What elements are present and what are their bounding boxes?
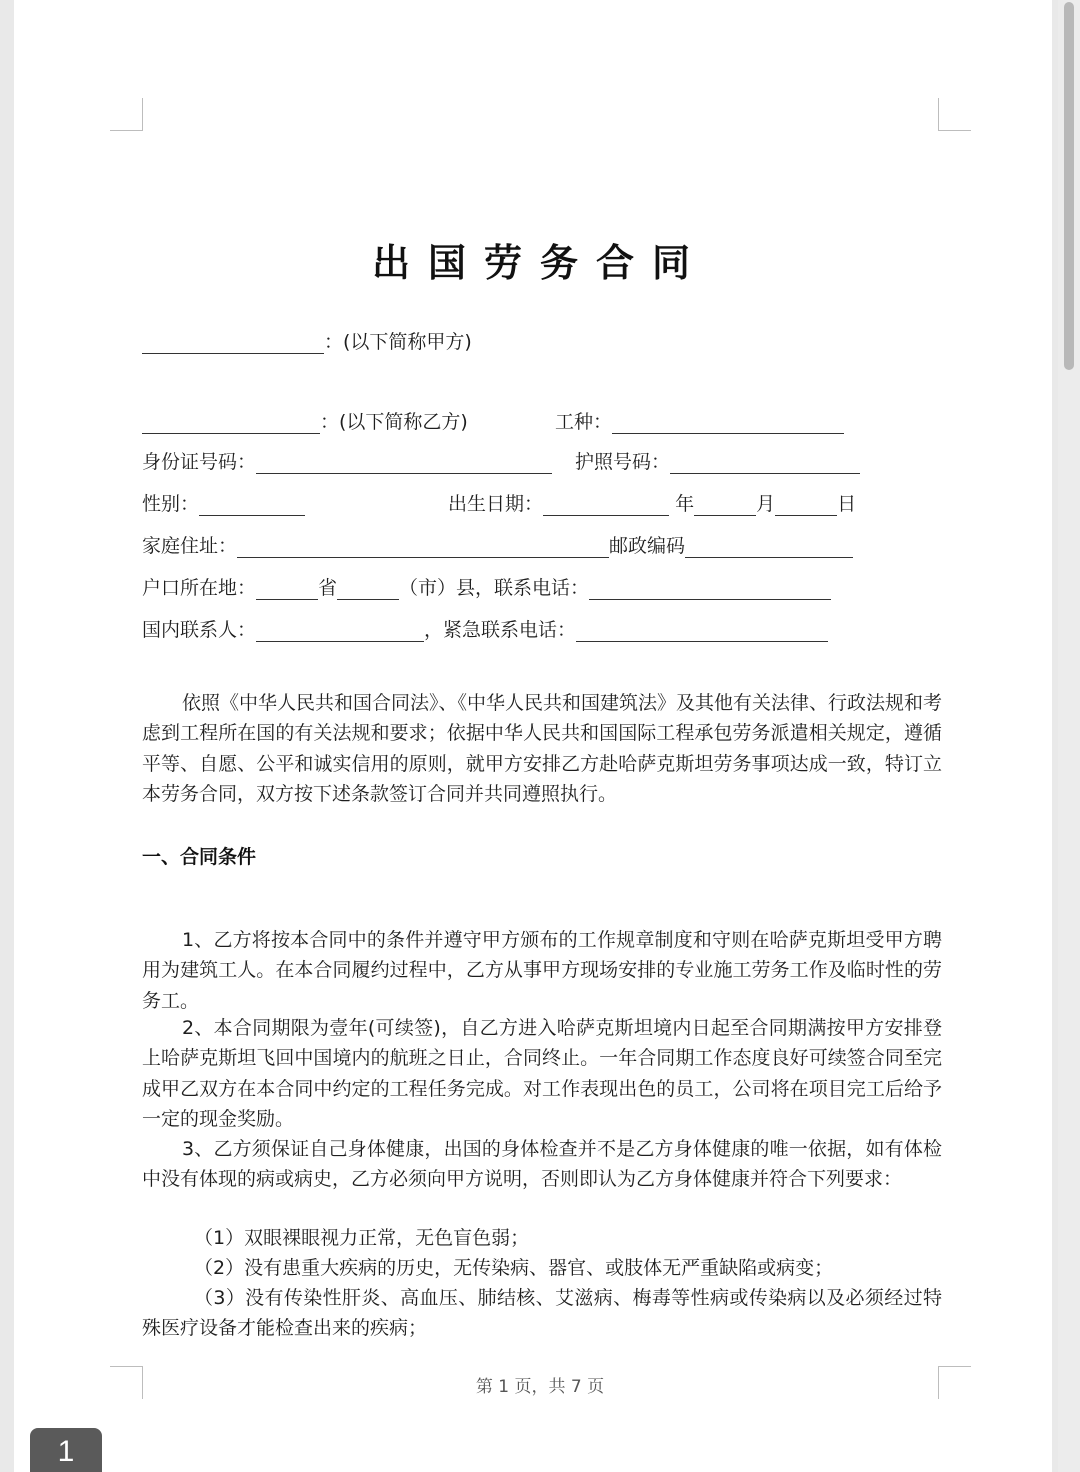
gender-field <box>142 492 305 516</box>
contact-phone-blank[interactable] <box>589 579 831 600</box>
birth-month-blank[interactable] <box>694 495 756 516</box>
section-heading: 一、合同条件 <box>142 846 257 868</box>
id-number-field <box>142 450 552 474</box>
party-a-blank[interactable] <box>142 333 324 354</box>
clause-1: 1、乙方将按本合同中的条件并遵守甲方颁布的工作规章制度和守则在哈萨克斯坦受甲方聘用为建筑工人。在本合同履约过程中，乙方从事甲方现场安排的专业施工劳务工作及临时性的劳务工。 <box>142 929 942 1012</box>
postcode-blank[interactable] <box>685 537 853 558</box>
year-label: 年 <box>675 493 695 515</box>
emergency-phone-blank[interactable] <box>576 621 828 642</box>
clause-2: 2、本合同期限为壹年(可续签)，自乙方进入哈萨克斯坦境内日起至合同期满按甲方安排登上哈萨克斯坦飞回中国境内的航班之日止，合同终止。一年合同期工作态度良好可续签合同至完成甲乙双方在本合同中约定的工程任务完成。对工作表现出色的员工，公司将在项目完工后给予一定的现金奖励。 <box>142 1017 942 1130</box>
hukou-label: 户口所在地： <box>142 577 257 599</box>
birth-day-blank[interactable] <box>775 495 837 516</box>
domestic-contact-blank[interactable] <box>256 621 424 642</box>
id-number-label: 身份证号码： <box>142 451 257 473</box>
address-blank[interactable] <box>237 537 609 558</box>
passport-blank[interactable] <box>670 453 860 474</box>
birth-year-blank[interactable] <box>543 495 669 516</box>
postcode-label: 邮政编码 <box>609 535 686 557</box>
gender-label: 性别： <box>142 493 200 515</box>
county-blank[interactable] <box>337 579 399 600</box>
preamble-paragraph: 依照《中华人民共和国合同法》、《中华人民共和国建筑法》及其他有关法律、行政法规和考虑到工程所在国的有关法规和要求；依据中华人民共和国国际工程承包劳务派遣相关规定，遵循平等、自愿、公平和诚实信用的原则，就甲方安排乙方赴哈萨克斯坦劳务事项达成一致，特订立本劳务合同，双方按下述条款签订合同并共同遵照执行。 <box>142 692 943 805</box>
passport-label: 护照号码： <box>575 451 671 473</box>
id-number-blank[interactable] <box>256 453 552 474</box>
passport-field <box>575 450 860 474</box>
emergency-phone-label: ，紧急联系电话： <box>424 619 577 641</box>
clause-3-item-2: （2）没有患重大疾病的历史，无传染病、器官、或肢体无严重缺陷或病变； <box>194 1257 834 1279</box>
document-title: 出国劳务合同 <box>371 241 708 285</box>
birthdate-label: 出生日期： <box>448 493 544 515</box>
page-number-badge[interactable]: 1 <box>30 1428 102 1472</box>
address-field <box>142 534 853 558</box>
party-b-blank[interactable] <box>142 413 320 434</box>
party-a-label: ：(以下简称甲方) <box>324 331 472 353</box>
party-b-line <box>142 410 468 434</box>
province-blank[interactable] <box>256 579 318 600</box>
scrollbar-track[interactable] <box>1058 0 1080 1472</box>
city-county-label: （市）县，联系电话： <box>399 577 590 599</box>
clause-3-item-1: （1）双眼裸眼视力正常，无色盲色弱； <box>194 1227 530 1249</box>
clause-3-item-3: （3）没有传染性肝炎、高血压、肺结核、艾滋病、梅毒等性病或传染病以及必须经过特殊医疗设备才能检查出来的疾病； <box>142 1287 942 1340</box>
job-type-label: 工种： <box>555 411 613 433</box>
day-label: 日 <box>837 493 857 515</box>
province-label: 省 <box>318 577 338 599</box>
scrollbar-thumb[interactable] <box>1064 2 1074 370</box>
domestic-contact-field <box>142 618 828 642</box>
crop-mark-top-right <box>938 98 971 131</box>
clause-3: 3、乙方须保证自己身体健康，出国的身体检查并不是乙方身体健康的唯一依据，如有体检中没有体现的病或病史，乙方必须向甲方说明，否则即认为乙方身体健康并符合下列要求： <box>142 1138 942 1191</box>
domestic-contact-label: 国内联系人： <box>142 619 257 641</box>
gender-blank[interactable] <box>199 495 305 516</box>
job-type-field <box>555 410 844 434</box>
crop-mark-top-left <box>110 98 143 131</box>
page-footer: 第 1 页，共 7 页 <box>475 1377 605 1397</box>
address-label: 家庭住址： <box>142 535 238 557</box>
party-a-line <box>142 330 472 354</box>
hukou-field <box>142 576 831 600</box>
job-type-blank[interactable] <box>612 413 844 434</box>
month-label: 月 <box>756 493 776 515</box>
birthdate-field <box>448 492 856 516</box>
party-b-label: ：(以下简称乙方) <box>320 411 468 433</box>
